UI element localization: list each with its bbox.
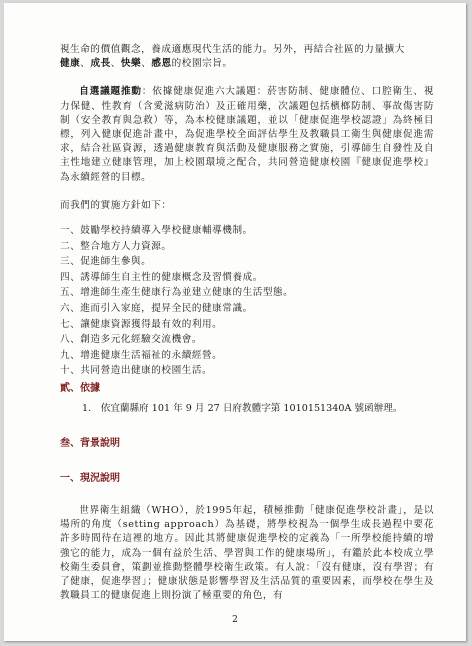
topic-label: 自選議題推動 (79, 86, 142, 98)
current-paragraph: 世界衛生組織（WHO），於1995年起，積極推動「健康促進學校計畫」，是以場所的角度（setting approach）為基礎，將學校視為一個學生成長過程中要花許多時間待在這裡的地方。因此其將健康促進學校的定義為「一所學校能持續的增強它的能力，成為一個有益於生活、學習與工作的健康場所」，有鑑於此本校成立學校衛生委員會，策劃並推動整體學校衛生政策。有人說：「沒有健康，沒有學習；有了健康，促進學習」；健康狀態是影響學習及生活品質的重要因素，而學校在學生及教職員工的健康促進上則扮演了極重要的角色，有 (60, 504, 434, 602)
motto-word: 感恩 (151, 58, 172, 70)
document-page (4, 3, 466, 641)
spacer (60, 185, 434, 199)
motto-word: 成長 (90, 58, 111, 70)
list-item: 十、共同營造出健康的校園生活。 (60, 365, 213, 377)
intro-tail: 的校園宗旨。 (171, 58, 233, 70)
motto-word: 健康 (60, 58, 81, 70)
intro-paragraph (60, 43, 434, 71)
motto-word: 快樂 (120, 58, 142, 70)
page-number: 2 (232, 615, 238, 625)
spacer (60, 484, 434, 504)
motto-sep: 、 (141, 58, 152, 70)
spacer (60, 449, 434, 469)
motto-sep: 、 (80, 58, 91, 70)
approach-list (60, 223, 434, 379)
section-current-heading: 一、現況說明 (60, 472, 120, 484)
motto-sep: 、 (110, 58, 121, 70)
section-background-heading: 叁、背景說明 (60, 437, 120, 449)
list-item: 四、誘導師生自主性的健康概念及習慣養成。 (60, 271, 263, 283)
list-item: 二、整合地方人力資源。 (60, 240, 172, 252)
intro-line: 視生命的價值觀念，養成適應現代生活的能力。另外，再結合社區的力量擴大 (60, 44, 405, 55)
topic-body: ：依據健康促進六大議題：菸害防制、健康體位、口腔衛生、視力保健、性教育（含愛滋病防治）及正確用藥，次議題包括檳榔防制、事故傷害防制（安全教育與急救）等，為本校健康議題，並以「健康促進學校認證」為終極目標，列入健康促進計畫中，為促進學校全面評估學生及教職員工衛生與健康促進需求，結合社區資源，透過健康教育與活動及健康服務之實施，引導師生自發性及自主性地建立健康管理，加上校園環境之配合，共同營造健康校園『健康促進學校』為永續經營的目標。 (60, 86, 434, 183)
list-item: 八、創造多元化經驗交流機會。 (60, 334, 203, 346)
list-item: 三、促進師生參與。 (60, 256, 152, 268)
list-item: 一、鼓勵學校持續導入學校健康輔導機制。 (60, 225, 253, 237)
list-item: 五、增進師生產生健康行為並建立健康的生活型態。 (60, 287, 294, 299)
spacer (60, 213, 434, 221)
list-item: 九、增進健康生活福祉的永續經營。 (60, 349, 223, 361)
spacer (60, 414, 434, 434)
list-item: 六、進而引入家庭，提昇全民的健康常識。 (60, 303, 253, 314)
list-item: 七、讓健康資源獲得最有效的利用。 (60, 318, 223, 330)
approach-intro: 而我們的實施方針如下： (60, 199, 172, 211)
section-basis-heading: 貳、依據 (60, 382, 100, 394)
topic-paragraph (60, 85, 434, 184)
page-content (60, 43, 434, 603)
spacer (60, 71, 434, 85)
basis-item: 1. 依宜蘭縣府 101 年 9 月 27 日府教體字第 1010151340A 號函辦理。 (82, 402, 403, 414)
